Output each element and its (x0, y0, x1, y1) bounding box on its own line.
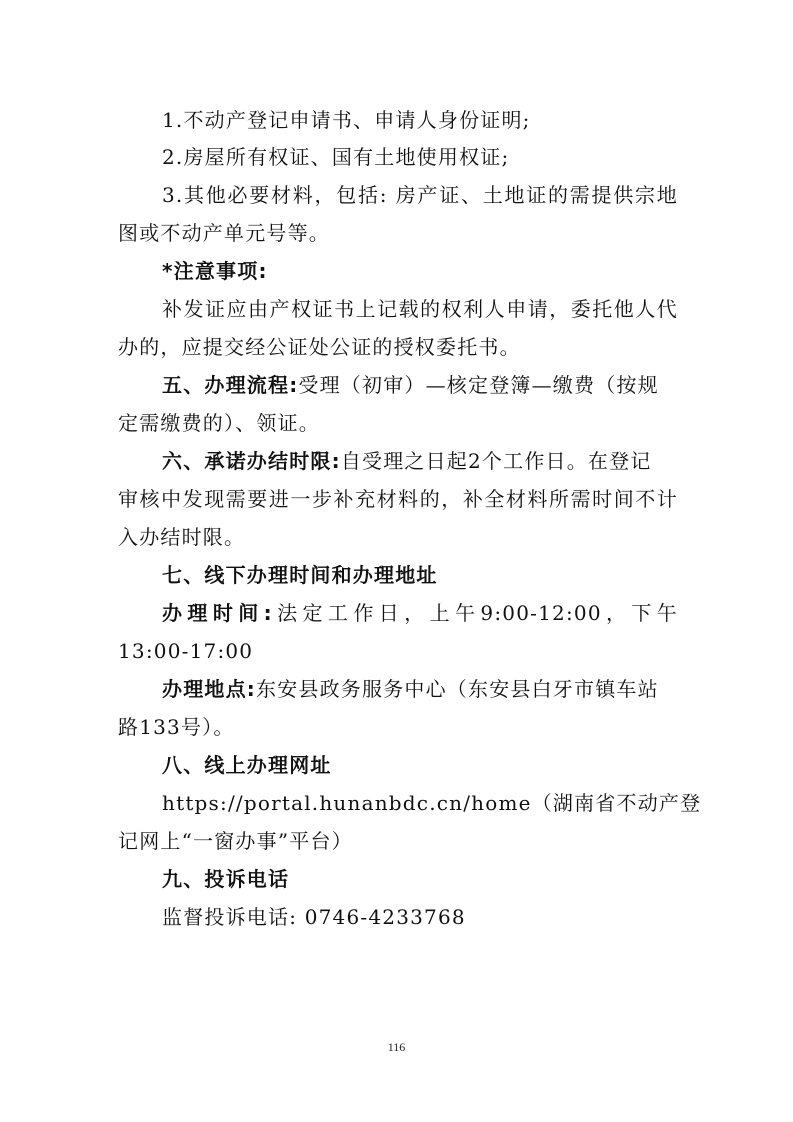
hours-line (162, 598, 678, 628)
process-line (162, 370, 678, 400)
hours-label: 办理时间: (162, 601, 273, 625)
online-url: https://portal.hunanbdc.cn/home（湖南省不动产登 (162, 791, 702, 815)
hours-text-cont: 13:00-17:00 (118, 639, 254, 663)
material-item-2: 2.房屋所有权证、国有土地使用权证; (162, 145, 510, 169)
complaint-heading: 九、投诉电话 (162, 867, 290, 891)
hours-text: 法定工作日，上午9:00-12:00，下午 (272, 601, 678, 625)
deadline-text-cont: 审核中发现需要进一步补充材料的，补全材料所需时间不计 (118, 487, 678, 511)
address-text-cont: 路133号）。 (118, 715, 235, 739)
deadline-line (162, 446, 678, 476)
online-heading: 八、线上办理网址 (162, 753, 332, 777)
notice-text: 补发证应由产权证书上记载的权利人申请，委托他人代 (162, 297, 678, 321)
address-label: 办理地点: (162, 677, 256, 701)
material-item-1: 1.不动产登记申请书、申请人身份证明; (162, 108, 531, 132)
deadline-heading: 六、承诺办结时限: (162, 449, 341, 473)
address-text: 东安县政务服务中心（东安县白牙市镇车站 (256, 677, 659, 701)
page-number: 116 (387, 1040, 406, 1054)
complaint-phone: 监督投诉电话: 0746-4233768 (162, 905, 466, 929)
material-item-3-cont: 图或不动产单元号等。 (118, 221, 330, 245)
notice-heading: *注意事项: (162, 259, 268, 283)
offline-heading: 七、线下办理时间和办理地址 (162, 563, 438, 587)
address-line (162, 674, 678, 704)
process-heading: 五、办理流程: (162, 373, 299, 397)
notice-text-cont: 办的，应提交经公证处公证的授权委托书。 (118, 335, 521, 359)
material-item-3: 3.其他必要材料，包括: 房产证、土地证的需提供宗地 (162, 183, 678, 207)
process-text-cont: 定需缴费的）、领证。 (118, 411, 320, 435)
online-url-cont: 记网上“一窗办事”平台） (118, 829, 353, 853)
deadline-text-end: 入办结时限。 (118, 525, 246, 549)
deadline-text: 自受理之日起2个工作日。在登记 (340, 449, 652, 473)
process-text: 受理（初审）—核定登簿—缴费（按规 (298, 373, 659, 397)
